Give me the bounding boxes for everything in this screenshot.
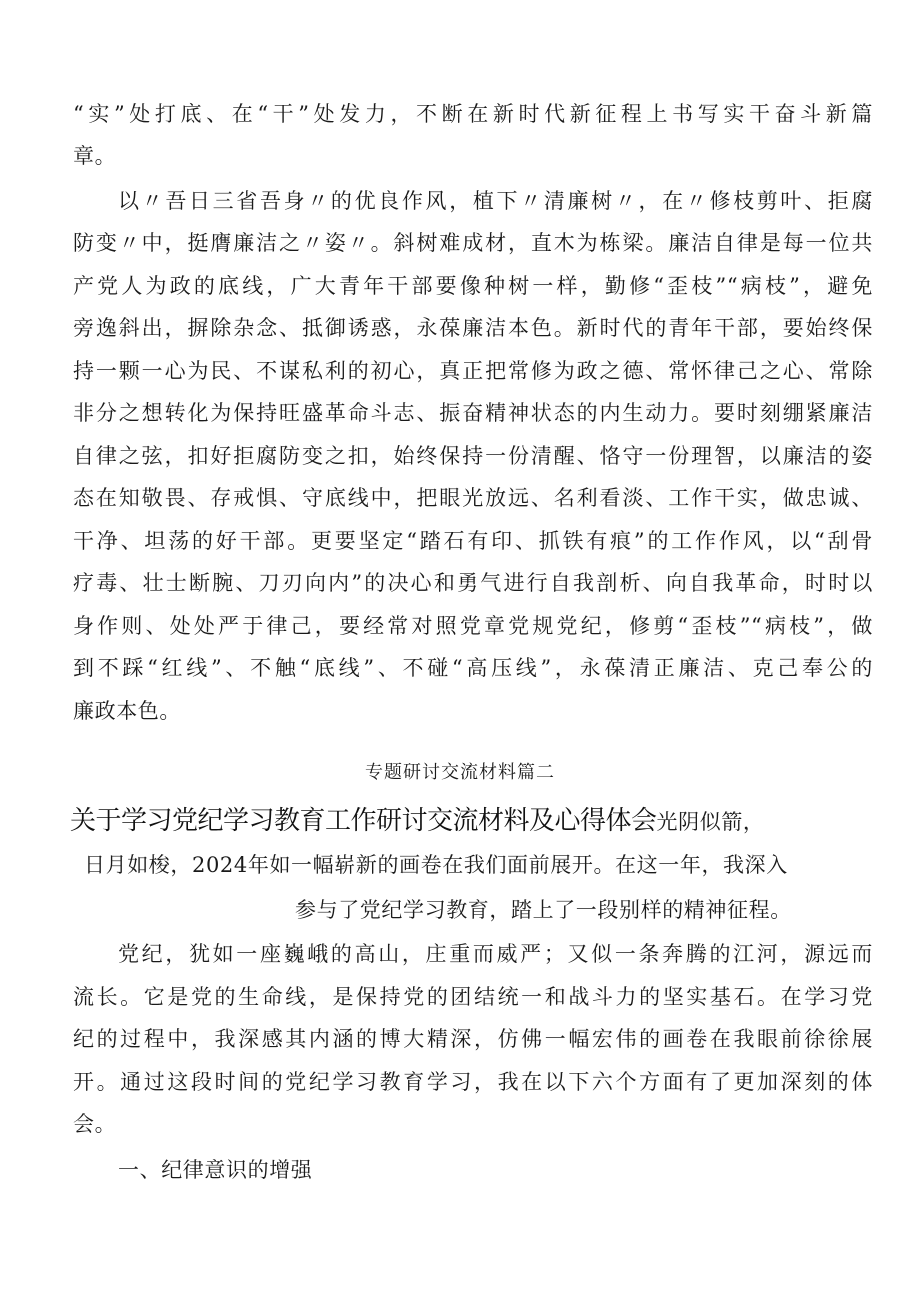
paragraph-line: 党纪，犹如一座巍峨的高山，庄重而威严；又似一条奔腾的江河，源远而 — [118, 942, 873, 966]
paragraph-line: 态在知敬畏、存戒惧、守底线中，把眼光放远、名利看淡、工作干实，做忠诚、 — [73, 486, 873, 510]
paragraph-line: 干净、坦荡的好干部。更要坚定“踏石有印、抓铁有痕”的工作作风，以“刮骨 — [73, 529, 873, 553]
intro-line: 日月如梭，2024年如一幅崭新的画卷在我们面前展开。在这一年，我深入 — [84, 853, 788, 877]
paragraph-line: 流长。它是党的生命线，是保持党的团结统一和战斗力的坚实基石。在学习党 — [73, 985, 873, 1009]
paragraph-line: 章。 — [73, 144, 117, 168]
paragraph-line: 会。 — [73, 1112, 117, 1136]
article-headline — [70, 803, 870, 840]
paragraph-line: 旁逸斜出，摒除杂念、抵御诱惑，永葆廉洁本色。新时代的青年干部，要始终保 — [73, 316, 873, 340]
paragraph-line: 防变〃中，挺膺廉洁之〃姿〃。斜树难成材，直木为栋梁。廉洁自律是每一位共 — [73, 231, 873, 255]
paragraph-line: 纪的过程中，我深感其内涵的博大精深，仿佛一幅宏伟的画卷在我眼前徐徐展 — [73, 1027, 873, 1051]
paragraph-line: 自律之弦，扣好拒腐防变之扣，始终保持一份清醒、恪守一份理智，以廉洁的姿 — [73, 444, 873, 468]
paragraph-line: 到不踩“红线”、不触“底线”、不碰“高压线”，永葆清正廉洁、克己奉公的 — [73, 656, 873, 680]
section-heading: 一、纪律意识的增强 — [118, 1158, 313, 1182]
paragraph-line: “实”处打底、在“干”处发力，不断在新时代新征程上书写实干奋斗新篇 — [73, 102, 873, 126]
headline-title: 关于学习党纪学习教育工作研讨交流材料及心得体会 — [70, 806, 657, 836]
paragraph-line: 廉政本色。 — [73, 699, 181, 723]
intro-line: 参与了党纪学习教育，踏上了一段别样的精神征程。 — [295, 898, 792, 922]
paragraph-line: 开。通过这段时间的党纪学习教育学习，我在以下六个方面有了更加深刻的体 — [73, 1070, 873, 1094]
section-title: 专题研讨交流材料篇二 — [365, 762, 555, 783]
paragraph-line: 以〃吾日三省吾身〃的优良作风，植下〃清廉树〃，在〃修枝剪叶、拒腐 — [118, 189, 873, 213]
paragraph-line: 持一颗一心为民、不谋私利的初心，真正把常修为政之德、常怀律己之心、常除 — [73, 359, 873, 383]
paragraph-line: 身作则、处处严于律己，要经常对照党章党规党纪，修剪“歪枝”“病枝”，做 — [73, 614, 873, 638]
paragraph-line: 非分之想转化为保持旺盛革命斗志、振奋精神状态的内生动力。要时刻绷紧廉洁 — [73, 401, 873, 425]
paragraph-line: 疗毒、壮士断腕、刀刃向内”的决心和勇气进行自我剖析、向自我革命，时时以 — [73, 571, 873, 595]
paragraph-line: 产党人为政的底线，广大青年干部要像种树一样，勤修“歪枝”“病枝”，避免 — [73, 274, 873, 298]
headline-tail: 光阴似箭， — [656, 810, 765, 834]
